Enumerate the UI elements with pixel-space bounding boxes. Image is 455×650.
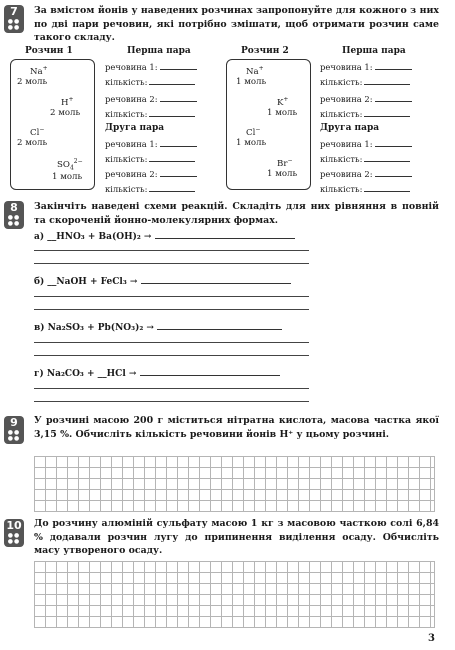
task-number: 9: [10, 416, 18, 429]
ion-amount: 2 моль: [17, 77, 48, 87]
amount-field: кількість:: [105, 183, 195, 194]
answer-line: [34, 250, 309, 251]
ion: H+: [61, 96, 74, 108]
equation: в) Na₂SO₃ + Pb(NO₃)₂ →: [34, 320, 282, 333]
task-dots-icon: ●● ●●: [7, 18, 21, 31]
amount-field: кількість:: [320, 76, 410, 87]
ion: Cl−: [246, 126, 261, 138]
answer-line: [34, 309, 309, 310]
ion: Br−: [277, 157, 293, 169]
answer-line: [34, 296, 309, 297]
task-text: Закінчіть наведені схеми реакцій. Складіть для них рівняння в повній та скороченій йонно-молекулярних формах.: [34, 201, 439, 226]
equation: г) Na₂CO₃ + __HCl →: [34, 366, 280, 379]
solution-box: [10, 59, 95, 190]
substance-field: речовина 1:: [320, 61, 412, 72]
ion: Na+: [30, 65, 48, 77]
task-dots-icon: ●● ●●: [7, 429, 21, 442]
amount-field: кількість:: [105, 76, 195, 87]
solution-title: Розчин 2: [241, 46, 289, 56]
amount-field: кількість:: [105, 153, 195, 164]
task-dots-icon: ●● ●●: [7, 532, 21, 545]
task-number-badge: [4, 416, 24, 444]
solution-box: [226, 59, 311, 190]
page-number: 3: [428, 633, 435, 644]
task-number-badge: [4, 519, 24, 547]
ion-amount: 1 моль: [52, 172, 83, 182]
task-number-badge: [4, 5, 24, 33]
task-number: 10: [6, 519, 22, 532]
amount-field: кількість:: [105, 108, 195, 119]
answer-grid[interactable]: [34, 561, 435, 628]
amount-field: кількість:: [320, 108, 410, 119]
ion: $SO_4^{2-}$: [57, 158, 83, 172]
substance-field: речовина 2:: [320, 168, 412, 179]
answer-line: [34, 388, 309, 389]
ion: Na+: [246, 65, 264, 77]
task-text: У розчині масою 200 г міститься нітратна кислота, масова частка якої 3,15 %. Обчисліть кількість речовини йонів H⁺ у цьому розчині.: [34, 415, 439, 440]
ion-amount: 1 моль: [267, 169, 298, 179]
ion: K+: [277, 96, 289, 108]
substance-field: речовина 2:: [105, 93, 197, 104]
ion-amount: 1 моль: [267, 108, 298, 118]
pair-title: Перша пара: [127, 46, 191, 56]
answer-line: [34, 401, 309, 402]
task-text: За вмістом йонів у наведених розчинах запропонуйте для кожного з них по дві пари речовин, які потрібно змішати, щоб отримати розчин саме такого складу.: [34, 5, 439, 43]
equation: б) __NaOH + FeCl₃ →: [34, 274, 291, 287]
amount-field: кількість:: [320, 183, 410, 194]
substance-field: речовина 1:: [320, 138, 412, 149]
ion-amount: 1 моль: [236, 138, 267, 148]
equation: а) __HNO₃ + Ba(OH)₂ →: [34, 229, 295, 242]
answer-line: [34, 263, 309, 264]
task-number-badge: [4, 201, 24, 229]
pair-title: Друга пара: [320, 123, 380, 133]
task-number: 7: [10, 5, 18, 18]
ion-amount: 2 моль: [17, 138, 48, 148]
substance-field: речовина 2:: [320, 93, 412, 104]
task-dots-icon: ●● ●●: [7, 214, 21, 227]
amount-field: кількість:: [320, 153, 410, 164]
answer-line: [34, 342, 309, 343]
pair-title: Перша пара: [342, 46, 406, 56]
solution-title: Розчин 1: [25, 46, 73, 56]
task-text: До розчину алюміній сульфату масою 1 кг з масовою часткою солі 6,84 % додавали розчин лугу до припинення виділення осаду. Обчисліть масу утвореного осаду.: [34, 518, 439, 556]
answer-line: [34, 355, 309, 356]
pair-title: Друга пара: [105, 123, 165, 133]
ion-amount: 2 моль: [50, 108, 81, 118]
task-number: 8: [10, 201, 18, 214]
substance-field: речовина 1:: [105, 138, 197, 149]
ion-amount: 1 моль: [236, 77, 267, 87]
answer-grid[interactable]: [34, 456, 435, 512]
ion: Cl−: [30, 126, 45, 138]
substance-field: речовина 2:: [105, 168, 197, 179]
substance-field: речовина 1:: [105, 61, 197, 72]
